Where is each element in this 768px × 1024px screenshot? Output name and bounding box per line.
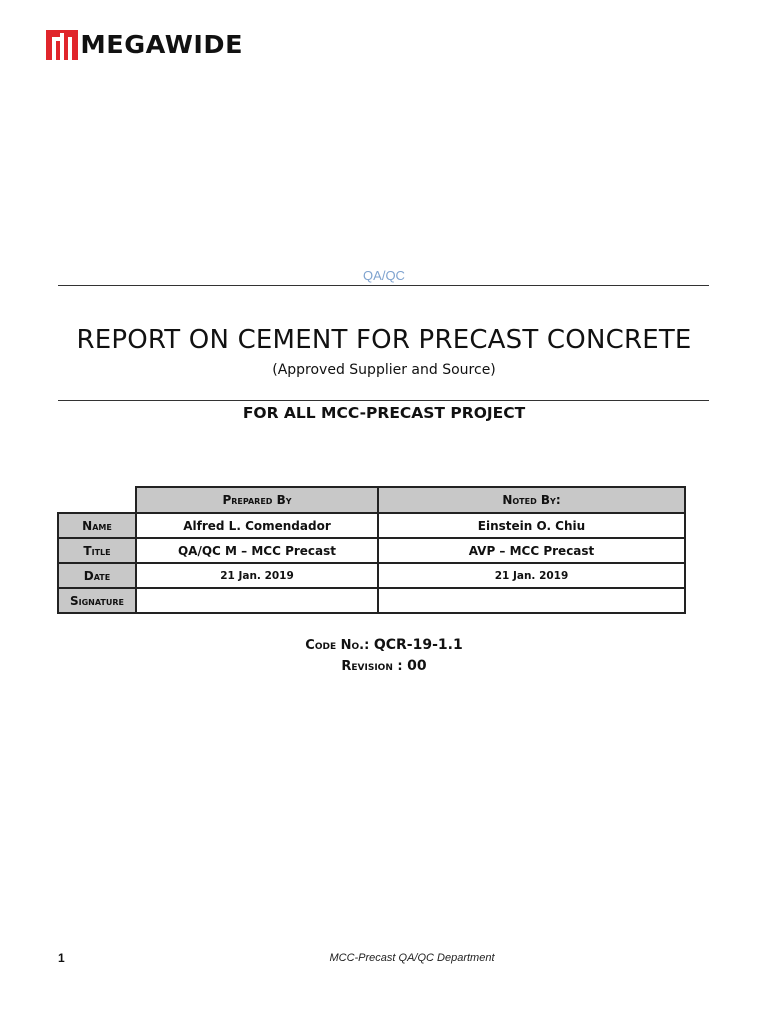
prepared-by-date: 21 Jan. 2019 [136, 563, 378, 588]
revision-line [0, 656, 768, 677]
column-header-noted-by: Noted By: [378, 487, 685, 513]
prepared-by-title: QA/QC M – MCC Precast [136, 538, 378, 563]
brand-name: MEGAWIDE [80, 30, 244, 59]
code-number-value: QCR-19-1.1 [373, 637, 463, 653]
row-label-signature: Signature [58, 588, 136, 613]
code-number-label: Code No.: [305, 638, 370, 653]
row-label-date: Date [58, 563, 136, 588]
megawide-logo [46, 30, 244, 60]
document-code-block [0, 635, 768, 677]
noted-by-date: 21 Jan. 2019 [378, 563, 685, 588]
table-row-title [58, 538, 685, 563]
revision-value: 00 [407, 658, 427, 674]
table-corner [58, 487, 136, 513]
document-title: REPORT ON CEMENT FOR PRECAST CONCRETE [76, 325, 692, 355]
revision-label: Revision : [341, 659, 403, 674]
row-label-name: Name [58, 513, 136, 538]
table-header-row [58, 487, 685, 513]
divider-middle [58, 400, 709, 401]
signature-table [57, 486, 686, 614]
prepared-by-signature [136, 588, 378, 613]
project-heading: FOR ALL MCC-PRECAST PROJECT [242, 404, 526, 422]
noted-by-title: AVP – MCC Precast [378, 538, 685, 563]
table-row-name [58, 513, 685, 538]
page-number: 1 [58, 951, 65, 965]
megawide-logo-mark-icon [46, 30, 78, 60]
noted-by-signature [378, 588, 685, 613]
divider-top [58, 285, 709, 286]
table-row-signature [58, 588, 685, 613]
code-number-line [0, 635, 768, 656]
document-subtitle: (Approved Supplier and Source) [272, 362, 496, 378]
noted-by-name: Einstein O. Chiu [378, 513, 685, 538]
table-row-date [58, 563, 685, 588]
row-label-title: Title [58, 538, 136, 563]
department-label: QA/QC [363, 268, 405, 283]
prepared-by-name: Alfred L. Comendador [136, 513, 378, 538]
column-header-prepared-by: Prepared By [136, 487, 378, 513]
footer-text: MCC-Precast QA/QC Department [329, 952, 495, 964]
